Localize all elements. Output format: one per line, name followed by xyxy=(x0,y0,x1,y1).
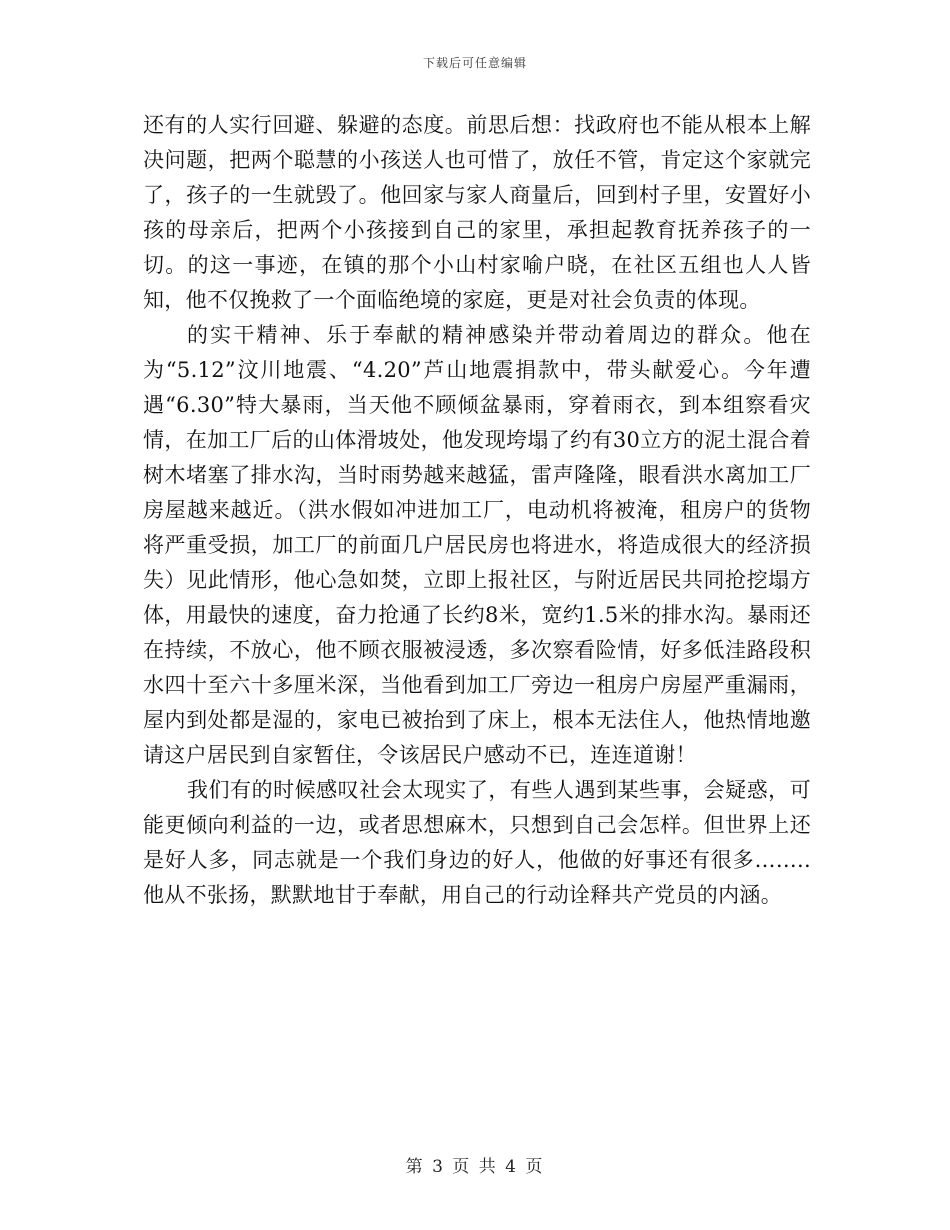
page-number-footer: 第 3 页 共 4 页 xyxy=(405,1157,545,1177)
page-header-note: 下载后可任意编辑 xyxy=(422,56,527,70)
paragraph-1: 还有的人实行回避、躲避的态度。前思后想：找政府也不能从根本上解决问题，把两个聪慧的小孩送人也可惜了，放任不管，肯定这个家就完了，孩子的一生就毁了。他回家与家人商量后，回到村子里，安置好小孩的母亲后，把两个小孩接到自己的家里，承担起教育抚养孩子的一切。的这一事迹，在镇的那个小山村家喻户晓，在社区五组也人人皆知，他不仅挽救了一个面临绝境的家庭，更是对社会负责的体现。 xyxy=(143,113,811,312)
paragraph-3: 我们有的时候感叹社会太现实了，有些人遇到某些事，会疑惑，可能更倾向利益的一边，或者思想麻木，只想到自己会怎样。但世界上还是好人多，同志就是一个我们身边的好人，他做的好事还有很多……..他从不张扬，默默地甘于奉献，用自己的行动诠释共产党员的内涵。 xyxy=(143,778,811,907)
document-body xyxy=(143,108,811,913)
paragraph-2: 的实干精神、乐于奉献的精神感染并带动着周边的群众。他在为“5.12”汶川地震、“4.20”芦山地震捐款中，带头献爱心。今年遭遇“6.30”特大暴雨，当天他不顾倾盆暴雨，穿着雨衣，到本组察看灾情，在加工厂后的山体滑坡处，他发现垮塌了约有30立方的泥土混合着树木堵塞了排水沟，当时雨势越来越猛，雷声隆隆，眼看洪水离加工厂房屋越来越近。（洪水假如冲进加工厂，电动机将被淹，租房户的货物将严重受损，加工厂的前面几户居民房也将进水，将造成很大的经济损失）见此情形，他心急如焚，立即上报社区，与附近居民共同抢挖塌方体，用最快的速度，奋力抢通了长约8米，宽约1.5米的排水沟。暴雨还在持续，不放心，他不顾衣服被浸透，多次察看险情，好多低洼路段积水四十至六十多厘米深，当他看到加工厂旁边一租房户房屋严重漏雨，屋内到处都是湿的，家电已被抬到了床上，根本无法住人，他热情地邀请这户居民到自家暂住，令该居民户感动不已，连连道谢！ xyxy=(143,323,811,767)
